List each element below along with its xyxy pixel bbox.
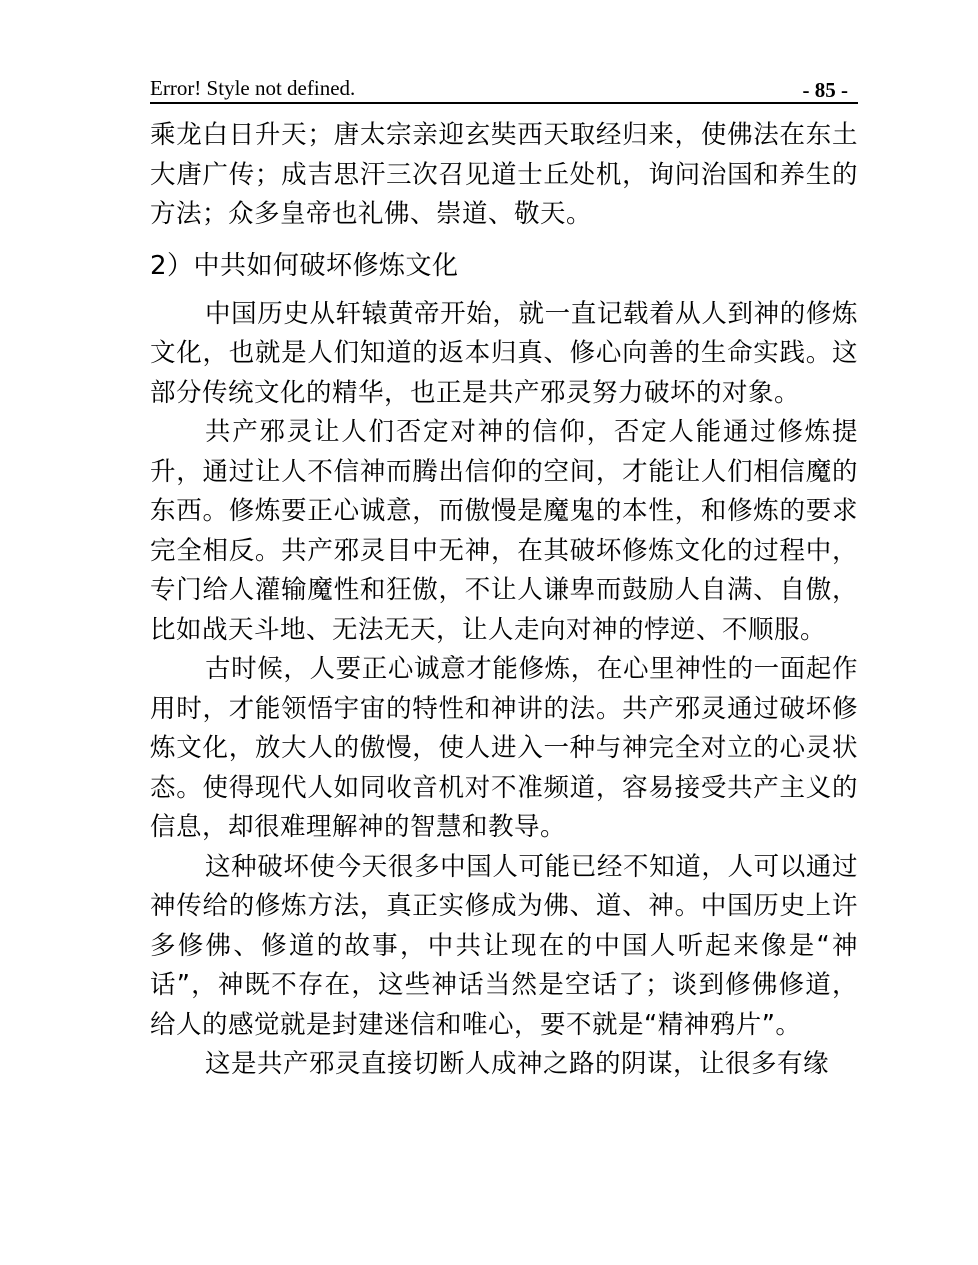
header-title: Error! Style not defined. — [150, 76, 356, 100]
running-header — [150, 72, 858, 104]
paragraph: 古时候，人要正心诚意才能修炼，在心里神性的一面起作用时，才能领悟宇宙的特性和神讲的法。共产邪灵通过破坏修炼文化，放大人的傲慢，使人进入一种与神完全对立的心灵状态。使得现代人如同收音机对不准频道，容易接受共产主义的信息，却很难理解神的智慧和教导。 — [150, 654, 858, 842]
paragraph-continued: 乘龙白日升天；唐太宗亲迎玄奘西天取经归来，使佛法在东土大唐广传；成吉思汗三次召见道士丘处机，询问治国和养生的方法；众多皇帝也礼佛、崇道、敬天。 — [150, 120, 858, 229]
paragraph: 这是共产邪灵直接切断人成神之路的阴谋，让很多有缘 — [205, 1049, 830, 1079]
body-text — [150, 116, 858, 1085]
paragraph: 中国历史从轩辕黄帝开始，就一直记载着从人到神的修炼文化，也就是人们知道的返本归真、修心向善的生命实践。这部分传统文化的精华，也正是共产邪灵努力破坏的对象。 — [150, 298, 858, 408]
section-heading: 2）中共如何破坏修炼文化 — [150, 250, 459, 281]
header-rule — [150, 102, 858, 104]
paragraph: 这种破坏使今天很多中国人可能已经不知道，人可以通过神传给的修炼方法，真正实修成为佛、道、神。中国历史上许多修佛、修道的故事，中共让现在的中国人听起来像是“神话”，神既不存在，这些神话当然是空话了；谈到修佛修道，给人的感觉就是封建迷信和唯心，要不就是“精神鸦片”。 — [150, 851, 858, 1040]
page-number: - 85 - — [802, 78, 848, 102]
paragraph: 共产邪灵让人们否定对神的信仰，否定人能通过修炼提升，通过让人不信神而腾出信仰的空间，才能让人们相信魔的东西。修炼要正心诚意，而傲慢是魔鬼的本性，和修炼的要求完全相反。共产邪灵目中无神，在其破坏修炼文化的过程中，专门给人灌输魔性和狂傲，不让人谦卑而鼓励人自满、自傲，比如战天斗地、无法无天，让人走向对神的悖逆、不顺服。 — [150, 417, 858, 645]
